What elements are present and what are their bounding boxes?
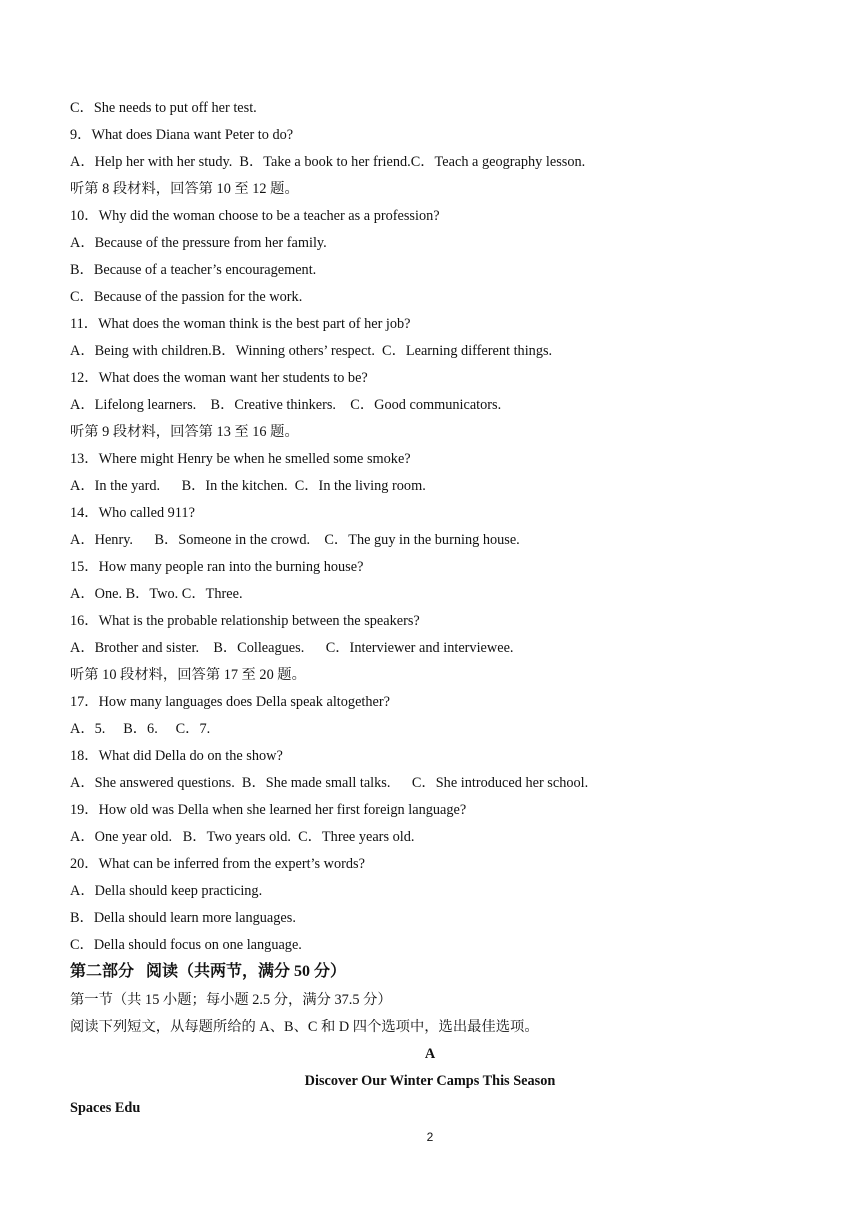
section-subheading: 第一节（共 15 小题；每小题 2.5 分，满分 37.5 分） [70, 992, 392, 1008]
passage-title: Discover Our Winter Camps This Season [304, 1073, 556, 1089]
text-line: 听第 9 段材料，回答第 13 至 16 题。 [70, 424, 299, 440]
text-line: 17．How many languages does Della speak altogether? [70, 694, 390, 710]
text-line: A．Being with children.B．Winning others’ respect. C．Learning different things. [70, 343, 553, 359]
text-line: 10．Why did the woman choose to be a teacher as a profession? [70, 208, 440, 224]
passage-label: A [424, 1046, 436, 1062]
text-line: C．Because of the passion for the work. [70, 289, 303, 305]
text-line: B．Della should learn more languages. [70, 910, 296, 926]
text-line: A．Because of the pressure from her family. [70, 235, 327, 251]
text-line: 13．Where might Henry be when he smelled some smoke? [70, 451, 411, 467]
text-line: A．In the yard. B．In the kitchen. C．In the living room. [70, 478, 426, 494]
text-line: C．Della should focus on one language. [70, 937, 302, 953]
passage-subtitle: Spaces Edu [70, 1100, 141, 1116]
text-line: 9．What does Diana want Peter to do? [70, 127, 294, 143]
text-line: C．She needs to put off her test. [70, 100, 257, 116]
section-instruction: 阅读下列短文，从每题所给的 A、B、C 和 D 四个选项中，选出最佳选项。 [70, 1019, 539, 1035]
text-line: A．Help her with her study. B．Take a book to her friend.C．Teach a geography lesson. [70, 154, 586, 170]
page-number: 2 [426, 1130, 434, 1144]
text-line: B．Because of a teacher’s encouragement. [70, 262, 317, 278]
text-line: 11．What does the woman think is the best part of her job? [70, 316, 411, 332]
text-line: A．Henry. B．Someone in the crowd. C．The guy in the burning house. [70, 532, 520, 548]
text-line: 18．What did Della do on the show? [70, 748, 283, 764]
text-line: A．She answered questions. B．She made small talks. C．She introduced her school. [70, 775, 589, 791]
text-line: 听第 8 段材料，回答第 10 至 12 题。 [70, 181, 299, 197]
text-line: 19．How old was Della when she learned her first foreign language? [70, 802, 467, 818]
text-line: A．Lifelong learners. B．Creative thinkers. C．Good communicators. [70, 397, 502, 413]
text-line: A．Brother and sister. B．Colleagues. C．Interviewer and interviewee. [70, 640, 514, 656]
text-line: 12．What does the woman want her students to be? [70, 370, 368, 386]
text-line: A．One year old. B．Two years old. C．Three years old. [70, 829, 415, 845]
text-line: 16．What is the probable relationship between the speakers? [70, 613, 420, 629]
text-line: A．Della should keep practicing. [70, 883, 263, 899]
section-heading: 第二部分 阅读（共两节，满分 50 分） [70, 963, 347, 980]
text-line: 20．What can be inferred from the expert’s words? [70, 856, 365, 872]
text-line: 听第 10 段材料，回答第 17 至 20 题。 [70, 667, 306, 683]
text-line: 15．How many people ran into the burning house? [70, 559, 364, 575]
text-line: A．One. B．Two. C．Three. [70, 586, 243, 602]
text-line: A．5. B．6. C．7. [70, 721, 211, 737]
text-line: 14．Who called 911? [70, 505, 195, 521]
